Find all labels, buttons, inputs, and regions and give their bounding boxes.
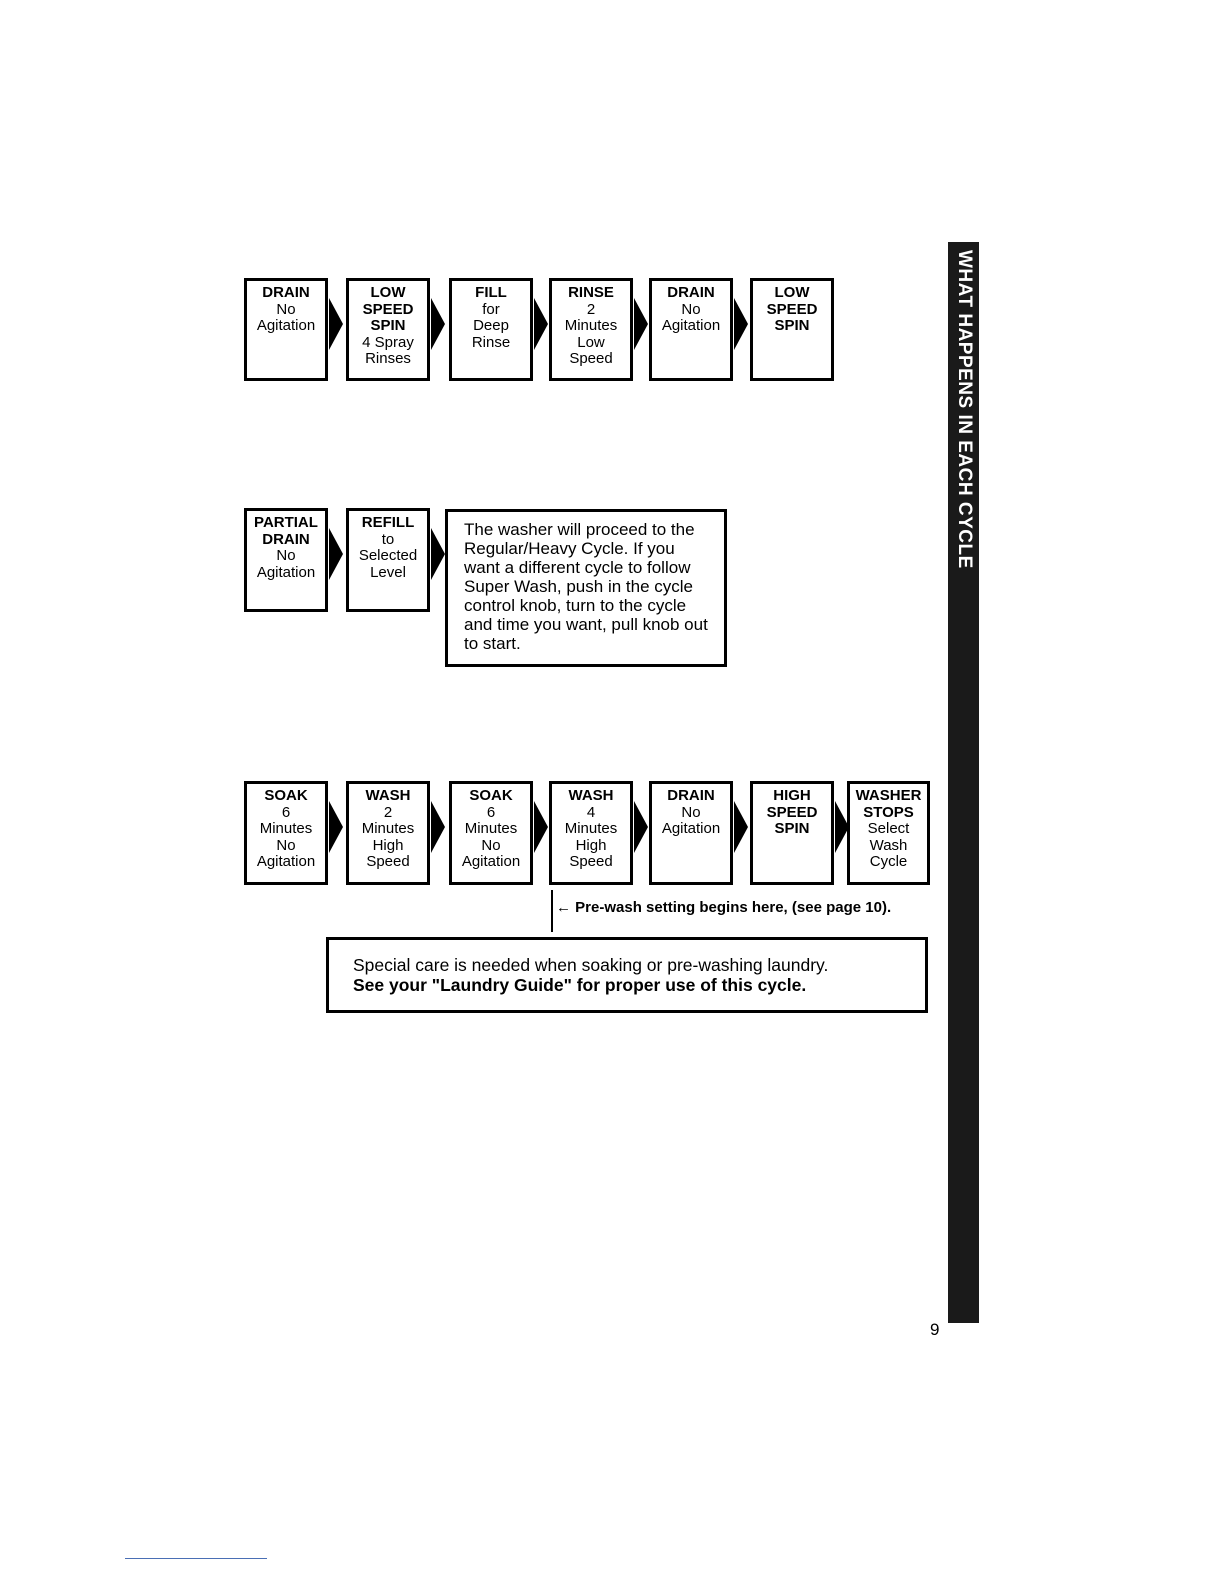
care-note-line2: See your "Laundry Guide" for proper use of this cycle. bbox=[353, 975, 807, 995]
step-detail: Agitation bbox=[256, 563, 316, 581]
step-detail: No bbox=[681, 300, 701, 318]
cycle-step-box bbox=[346, 278, 430, 381]
step-detail: No bbox=[276, 547, 296, 564]
step-detail: Rinse bbox=[471, 333, 511, 351]
step-detail: High bbox=[575, 836, 607, 854]
prewash-note: ← Pre-wash setting begins here, (see page 10). bbox=[556, 899, 892, 916]
step-detail: High bbox=[372, 836, 404, 854]
flow-arrow-icon bbox=[431, 528, 445, 580]
step-title: SOAK bbox=[469, 787, 513, 804]
step-detail: Minutes bbox=[464, 820, 518, 837]
flow-arrow-icon bbox=[534, 298, 548, 350]
step-detail: No bbox=[276, 836, 296, 854]
flow-arrow-icon bbox=[634, 801, 648, 853]
flow-arrow-icon bbox=[329, 528, 343, 580]
cycle-step-box bbox=[750, 278, 834, 381]
step-detail: Minutes bbox=[259, 820, 313, 837]
flow-arrow-icon bbox=[634, 298, 648, 350]
step-title: DRAIN bbox=[667, 284, 715, 301]
step-detail: Level bbox=[370, 563, 406, 581]
step-title: SPEED bbox=[766, 300, 818, 318]
step-title: SPEED bbox=[362, 300, 414, 318]
flow-arrow-icon bbox=[431, 801, 445, 853]
step-detail: Cycle bbox=[869, 853, 908, 870]
step-detail: 2 bbox=[383, 803, 393, 821]
step-detail: Agitation bbox=[256, 853, 316, 870]
flow-arrow-icon bbox=[329, 298, 343, 350]
step-detail: No bbox=[276, 300, 296, 318]
flow-arrow-icon bbox=[734, 298, 748, 350]
step-detail: Agitation bbox=[661, 317, 721, 334]
cycle-step-box bbox=[549, 278, 633, 381]
step-detail: Speed bbox=[366, 853, 410, 870]
cycle-step-box bbox=[750, 781, 834, 885]
step-detail: to bbox=[381, 530, 395, 548]
cycle-step-box bbox=[244, 278, 328, 381]
step-title: STOPS bbox=[863, 803, 914, 821]
cycle-step-box bbox=[649, 278, 733, 381]
step-title: PARTIAL bbox=[254, 514, 318, 531]
step-detail: Selected bbox=[358, 547, 418, 564]
step-detail: No bbox=[681, 803, 701, 821]
step-title: REFILL bbox=[361, 514, 415, 531]
step-title: SOAK bbox=[264, 787, 308, 804]
cycle-step-box bbox=[346, 508, 430, 612]
step-title: DRAIN bbox=[667, 787, 715, 804]
step-title: HIGH bbox=[773, 787, 811, 804]
step-title: WASHER bbox=[855, 787, 922, 804]
step-detail: Speed bbox=[569, 350, 613, 367]
cycle-step-box bbox=[847, 781, 930, 885]
step-detail: 4 bbox=[586, 803, 596, 821]
step-detail: Rinses bbox=[365, 350, 411, 367]
step-title: LOW bbox=[370, 284, 406, 301]
footer-divider bbox=[125, 1558, 267, 1559]
step-detail: Low bbox=[577, 333, 605, 351]
step-title: FILL bbox=[475, 284, 507, 301]
step-detail: Agitation bbox=[256, 317, 316, 334]
flow-arrow-icon bbox=[431, 298, 445, 350]
care-note-line1: Special care is needed when soaking or pre-washing laundry. bbox=[353, 955, 829, 975]
info-textbox: The washer will proceed to the Regular/Heavy Cycle. If you want a different cycle to follow Super Wash, push in the cycle control knob, turn to the cycle and time you want, pull knob out to start. bbox=[445, 509, 727, 667]
step-detail: Minutes bbox=[564, 820, 618, 837]
step-detail: Agitation bbox=[461, 853, 521, 870]
step-detail: Speed bbox=[569, 853, 613, 870]
step-detail: 6 bbox=[486, 803, 496, 821]
flow-arrow-icon bbox=[534, 801, 548, 853]
page-number: 9 bbox=[930, 1320, 940, 1339]
step-title: SPIN bbox=[370, 317, 406, 334]
step-detail: 2 bbox=[586, 300, 596, 318]
flow-arrow-icon bbox=[734, 801, 748, 853]
step-detail: for bbox=[482, 300, 500, 318]
step-detail: Minutes bbox=[564, 317, 618, 334]
step-detail: Agitation bbox=[661, 820, 721, 837]
step-title: WASH bbox=[365, 787, 411, 804]
step-title: LOW bbox=[774, 284, 810, 301]
step-detail: 4 Spray bbox=[362, 333, 414, 351]
step-detail: Select bbox=[867, 820, 910, 837]
step-title: DRAIN bbox=[262, 284, 310, 301]
step-detail: 6 bbox=[281, 803, 291, 821]
step-title: SPIN bbox=[774, 820, 810, 837]
cycle-step-box bbox=[346, 781, 430, 885]
step-detail: No bbox=[481, 836, 501, 854]
cycle-step-box bbox=[244, 508, 328, 612]
sidebar-title: WHAT HAPPENS IN EACH CYCLE bbox=[954, 250, 975, 569]
step-detail: Wash bbox=[869, 836, 908, 854]
step-title: DRAIN bbox=[262, 530, 310, 548]
cycle-step-box bbox=[244, 781, 328, 885]
prewash-marker-line bbox=[551, 890, 553, 932]
step-title: RINSE bbox=[568, 284, 614, 301]
step-detail: Minutes bbox=[361, 820, 415, 837]
step-title: SPIN bbox=[774, 317, 810, 334]
flow-arrow-icon bbox=[329, 801, 343, 853]
care-note-box bbox=[326, 937, 928, 1013]
cycle-step-box bbox=[549, 781, 633, 885]
step-title: SPEED bbox=[766, 803, 818, 821]
cycle-step-box bbox=[449, 278, 533, 381]
cycle-step-box bbox=[649, 781, 733, 885]
step-detail: Deep bbox=[473, 317, 509, 334]
cycle-step-box bbox=[449, 781, 533, 885]
step-title: WASH bbox=[568, 787, 614, 804]
